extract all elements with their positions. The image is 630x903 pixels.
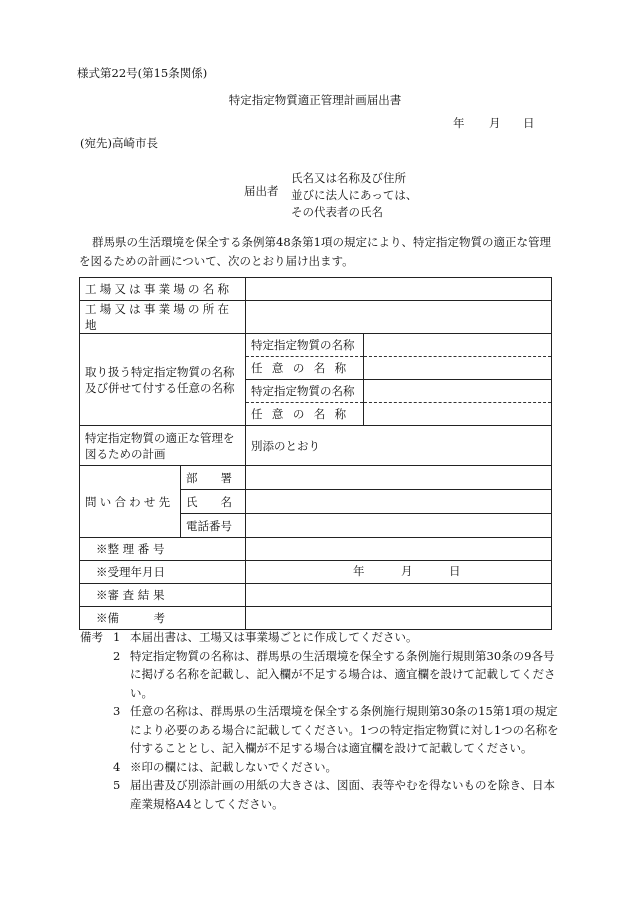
ref-number-row xyxy=(80,538,552,561)
factory-name-field[interactable] xyxy=(246,278,552,301)
remarks-row xyxy=(80,607,552,630)
note-item-1 xyxy=(80,628,560,647)
note-text: 特定指定物質の名称は、群馬県の生活環境を保全する条例施行規則第30条の9各号に掲げる名称を記載し、記入欄が不足する場合は、適宜欄を設けて記載してください。 xyxy=(130,648,556,700)
substance-name-label-1: 特定指定物質の名称 xyxy=(246,334,364,357)
page-title: 特定指定物質適正管理計画届出書 xyxy=(228,93,402,107)
optional-name-field-2[interactable] xyxy=(364,403,552,426)
contact-name-field[interactable] xyxy=(246,490,552,514)
substances-label-line-2: 及び併せて付する任意の名称 xyxy=(85,380,235,395)
applicant-line-3: その代表者の氏名 xyxy=(291,205,383,219)
plan-label xyxy=(80,426,246,466)
note-item-2 xyxy=(80,647,560,703)
applicant-line-1: 氏名又は名称及び住所 xyxy=(291,171,406,185)
substances-label-line-1: 取り扱う特定指定物質の名称 xyxy=(85,364,235,379)
notes-section xyxy=(80,628,560,813)
date-day-label: 日 xyxy=(523,116,535,130)
applicant-label: 届出者 xyxy=(244,184,279,198)
plan-value: 別添のとおり xyxy=(246,426,552,466)
review-field xyxy=(246,584,552,607)
received-day-label: 日 xyxy=(449,564,461,578)
note-text: 本届出書は、工場又は事業場ごとに作成してください。 xyxy=(130,630,418,644)
received-date-row xyxy=(80,561,552,584)
note-number: 5 xyxy=(113,778,121,792)
remarks-label: ※備 考 xyxy=(80,607,246,630)
factory-location-field[interactable] xyxy=(246,301,552,334)
substance-row-1 xyxy=(80,334,552,357)
optional-name-field-1[interactable] xyxy=(364,357,552,380)
contact-dept-field[interactable] xyxy=(246,466,552,490)
substance-name-field-2[interactable] xyxy=(364,380,552,403)
applicant-block xyxy=(291,170,417,221)
contact-dept-row xyxy=(80,466,552,490)
factory-name-row xyxy=(80,278,552,301)
received-date-label: ※受理年月日 xyxy=(80,561,246,584)
substance-name-field-1[interactable] xyxy=(364,334,552,357)
note-number: 2 xyxy=(113,648,121,663)
note-number: 3 xyxy=(113,704,121,718)
remarks-field xyxy=(246,607,552,630)
note-number: 1 xyxy=(113,630,121,644)
substance-name-label-2: 特定指定物質の名称 xyxy=(246,380,364,403)
contact-name-label: 氏 名 xyxy=(181,490,246,514)
optional-name-label-2: 任 意 の 名 称 xyxy=(246,403,364,426)
note-number: 4 xyxy=(113,759,121,774)
note-text: ※印の欄には、記載しないでください。 xyxy=(130,759,337,774)
contact-phone-field[interactable] xyxy=(246,514,552,538)
date-month-label: 月 xyxy=(489,116,501,130)
note-item-3 xyxy=(80,702,560,758)
date-year-label: 年 xyxy=(453,116,465,130)
note-text: 任意の名称は、群馬県の生活環境を保全する条例施行規則第30条の15第1項の規定により必要のある場合に記載してください。1つの特定指定物質に対し1つの名称を付することとし、記入欄が不足する場合は適宜欄を設けて記載してください。 xyxy=(130,704,559,755)
factory-location-row xyxy=(80,301,552,334)
notes-lead: 備考 xyxy=(80,630,103,644)
plan-label-line-1: 特定指定物質の適正な管理を xyxy=(85,430,235,445)
received-year-label: 年 xyxy=(353,564,365,578)
plan-label-line-2: 図るための計画 xyxy=(85,446,166,461)
factory-name-label: 工場又は事業場の名称 xyxy=(80,278,246,301)
received-month-label: 月 xyxy=(401,564,413,578)
addressee: (宛先)高崎市長 xyxy=(80,136,158,150)
applicant-line-2: 並びに法人にあっては、 xyxy=(291,188,418,202)
ref-number-field xyxy=(246,538,552,561)
note-item-5 xyxy=(80,776,560,813)
contact-label: 問い合わせ先 xyxy=(80,466,181,538)
optional-name-label-1: 任 意 の 名 称 xyxy=(246,357,364,380)
received-date-field xyxy=(246,561,552,584)
note-item-4 xyxy=(80,758,560,777)
review-label: ※審 査 結 果 xyxy=(80,584,246,607)
contact-phone-label: 電話番号 xyxy=(181,514,246,538)
contact-dept-label: 部 署 xyxy=(181,466,246,490)
ref-number-label: ※整 理 番 号 xyxy=(80,538,246,561)
form-number: 様式第22号(第15条関係) xyxy=(77,66,208,80)
note-text: 届出書及び別添計画の用紙の大きさは、図面、表等やむを得ないものを除き、日本産業規格A4としてください。 xyxy=(130,778,556,811)
factory-location-label: 工場又は事業場の所在地 xyxy=(80,301,246,334)
intro-paragraph: 群馬県の生活環境を保全する条例第48条第1項の規定により、特定指定物質の適正な管理を図るための計画について、次のとおり届け出ます。 xyxy=(79,235,551,268)
plan-row xyxy=(80,426,552,466)
review-row xyxy=(80,584,552,607)
substances-label xyxy=(80,334,246,426)
notification-form-table xyxy=(79,277,552,630)
